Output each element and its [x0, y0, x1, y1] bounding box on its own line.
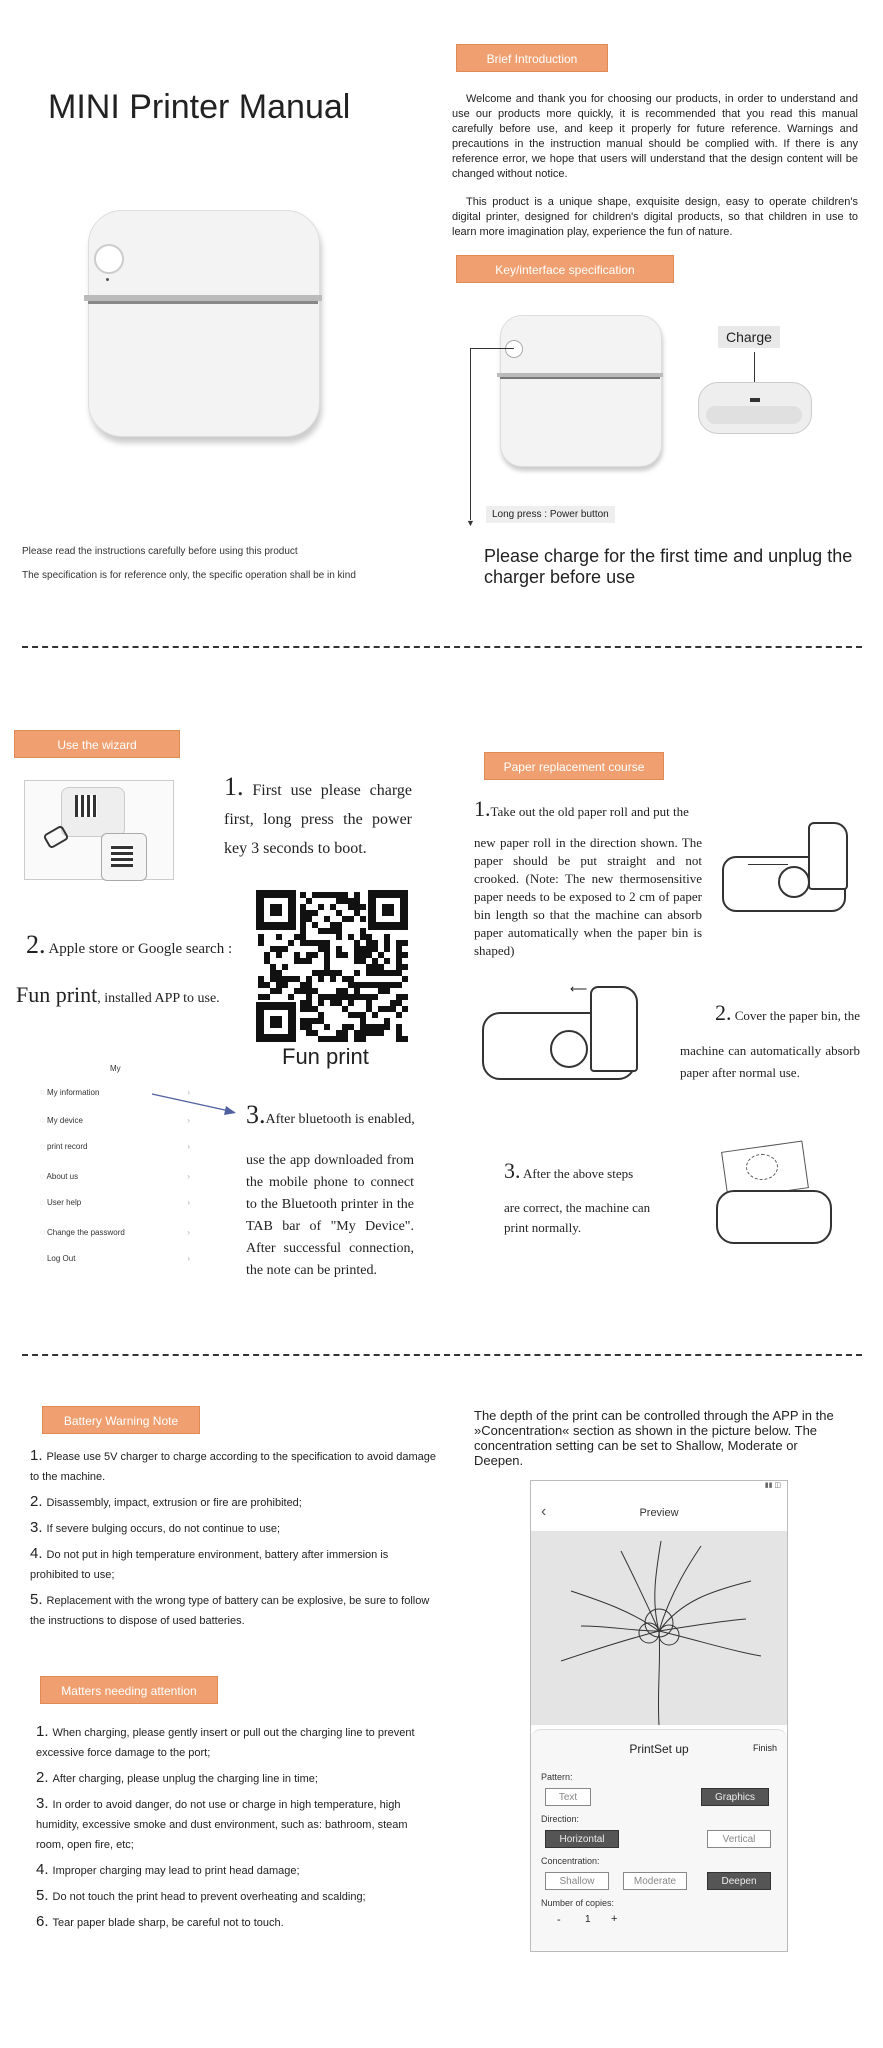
app-menu-item[interactable] — [40, 1228, 190, 1237]
paper-step-1-text: new paper roll in the direction shown. The paper should be put straight and not crooked. (Note: The new thermosensitive paper needs to be exposed to 2 cm of paper bin length so that the machine can absorb paper automatically when the paper bin is shaped) — [474, 835, 702, 958]
power-button-label: Long press : Power button — [486, 506, 615, 523]
step-3-number: 3. — [246, 1100, 266, 1129]
chevron-right-icon: › — [187, 1172, 190, 1181]
menu-item-label: Change the password — [46, 1228, 125, 1237]
menu-item-icon: ◌ — [40, 1228, 47, 1237]
attention-item-number: 5. — [36, 1887, 49, 1904]
direction-horizontal-button[interactable]: Horizontal — [545, 1830, 619, 1848]
wizard-step-2 — [26, 930, 246, 960]
menu-item-icon: ◌ — [40, 1088, 47, 1097]
qr-code — [256, 890, 408, 1042]
battery-warning-item-number: 2. — [30, 1493, 43, 1510]
wizard-step-2-app — [16, 982, 256, 1008]
pattern-label: Pattern: — [541, 1772, 573, 1782]
app-menu-title: My — [110, 1064, 121, 1073]
paper-step-2-head-text: Cover the paper bin, the — [734, 1008, 860, 1023]
step-2-tail: , installed APP to use. — [97, 991, 220, 1006]
paper-open-illustration — [718, 820, 878, 915]
menu-item-label: My information — [46, 1088, 100, 1097]
back-icon[interactable]: ‹ — [541, 1503, 547, 1520]
copies-minus-button[interactable]: - — [557, 1914, 561, 1926]
badge-matters-attention: Matters needing attention — [40, 1676, 218, 1704]
flower-drawing — [531, 1531, 787, 1725]
battery-warning-item-text: Disassembly, impact, extrusion or fire are prohibited; — [46, 1497, 302, 1509]
finish-button[interactable]: Finish — [752, 1743, 777, 1753]
battery-warning-item — [30, 1518, 438, 1539]
attention-item-number: 2. — [36, 1769, 49, 1786]
preview-image — [531, 1531, 787, 1725]
paper-step-1-number: 1. — [474, 796, 491, 821]
badge-battery-warning: Battery Warning Note — [42, 1406, 200, 1434]
wizard-step-3-text: use the app downloaded from the mobile phone to connect to the Bluetooth printer in the TAB bar of "My Device". After successful connection, the note can be printed. — [246, 1153, 414, 1278]
paper-step-1-head — [474, 796, 714, 822]
concentration-deepen-button[interactable]: Deepen — [707, 1872, 771, 1890]
attention-item-number: 6. — [36, 1913, 49, 1930]
attention-item-text: Tear paper blade sharp, be careful not to touch. — [52, 1917, 284, 1929]
app-menu-item[interactable] — [40, 1142, 190, 1151]
chevron-right-icon: › — [187, 1088, 190, 1097]
battery-warning-item — [30, 1544, 438, 1585]
attention-item-text: Improper charging may lead to print head damage; — [52, 1865, 300, 1877]
power-pointer-line — [470, 348, 514, 349]
wizard-illustration — [24, 780, 174, 880]
intro-paragraph-1: Welcome and thank you for choosing our products, in order to understand and use our products more quickly, it is recommended that you read this manual carefully before use, and keep it properly for future reference. Warnings and precautions in the instruction manual should be complied with. If there is any reference error, we hope that users will understand that the design content will be changed without notice. — [452, 93, 858, 180]
battery-warning-item-number: 5. — [30, 1591, 43, 1608]
paper-step-2-number: 2. — [714, 1000, 732, 1025]
paper-step-3-head-text: After the above steps — [523, 1166, 634, 1181]
printer-front-illustration — [500, 315, 662, 470]
step-1-number: 1. — [224, 772, 244, 801]
attention-item-number: 3. — [36, 1795, 49, 1812]
preview-title: Preview — [639, 1507, 679, 1519]
chevron-right-icon: › — [187, 1228, 190, 1237]
attention-item — [36, 1886, 424, 1907]
chevron-right-icon: › — [187, 1142, 190, 1151]
arrow-down-icon: ▼ — [466, 518, 475, 528]
divider-2 — [22, 1354, 862, 1356]
copies-value: 1 — [585, 1914, 591, 1925]
step-1-text: First use please charge first, long press the power key 3 seconds to boot. — [224, 782, 412, 857]
badge-brief-introduction: Brief Introduction — [456, 44, 608, 72]
attention-item — [36, 1768, 424, 1789]
pattern-text-button[interactable]: Text — [545, 1788, 591, 1806]
attention-item-text: After charging, please unplug the charging line in time; — [52, 1773, 318, 1785]
concentration-shallow-button[interactable]: Shallow — [545, 1872, 609, 1890]
paper-step-3-head — [504, 1158, 704, 1184]
attention-item-text: Do not touch the print head to prevent overheating and scalding; — [52, 1891, 366, 1903]
direction-label: Direction: — [541, 1814, 580, 1824]
printer-illustration — [88, 210, 318, 440]
attention-item — [36, 1794, 424, 1855]
attention-item-number: 4. — [36, 1861, 49, 1878]
app-menu-item[interactable] — [40, 1172, 190, 1181]
power-button-icon — [94, 244, 124, 274]
attention-list — [36, 1722, 424, 1938]
printer-printing-illustration — [710, 1146, 834, 1242]
copies-label: Number of copies: — [541, 1898, 615, 1908]
page-title: MINI Printer Manual — [48, 88, 351, 126]
badge-key-interface: Key/interface specification — [456, 255, 674, 283]
battery-warning-item-number: 4. — [30, 1545, 43, 1562]
battery-warning-item-number: 3. — [30, 1519, 43, 1536]
phone-screenshot — [530, 1480, 788, 1952]
battery-warning-item-text: Do not put in high temperature environment, battery after immersion is prohibited to use; — [30, 1549, 389, 1581]
pointer-arrow — [150, 1090, 240, 1120]
menu-item-label: About us — [46, 1172, 79, 1181]
battery-warning-item-text: Replacement with the wrong type of battery can be explosive, be sure to follow the instructions to dispose of used batteries. — [30, 1595, 430, 1627]
pattern-graphics-button[interactable]: Graphics — [701, 1788, 769, 1806]
concentration-description: The depth of the print can be controlled through the APP in the »Concentration« section as shown in the picture below. The concentration setting can be set to Shallow, Moderate or Deepen. — [474, 1408, 834, 1468]
wizard-step-1 — [224, 772, 412, 863]
divider-1 — [22, 646, 862, 648]
attention-item-text: In order to avoid danger, do not use or charge in high temperature, high humidity, excessive smoke and dust environment, such as: bathroom, steam room, open fire, etc; — [36, 1799, 408, 1851]
charge-label: Charge — [718, 326, 780, 348]
menu-item-label: print record — [46, 1142, 88, 1151]
menu-item-icon: ◌ — [40, 1198, 47, 1207]
menu-item-label: Log Out — [46, 1254, 76, 1263]
paper-step-3-number: 3. — [504, 1158, 521, 1183]
battery-warning-item-text: If severe bulging occurs, do not continue to use; — [46, 1523, 281, 1535]
battery-warning-item-number: 1. — [30, 1447, 43, 1464]
qr-caption: Fun print — [282, 1044, 369, 1069]
note-specification: The specification is for reference only, the specific operation shall be in kind — [22, 570, 356, 581]
step-2-text: Apple store or Google search : — [48, 941, 233, 957]
charge-first-note: Please charge for the first time and unplug the charger before use — [484, 546, 853, 587]
print-settings-sheet — [531, 1729, 787, 1952]
step-3-head: After bluetooth is enabled, — [265, 1112, 415, 1127]
battery-warning-item — [30, 1590, 438, 1631]
power-pointer-line-vertical — [470, 348, 471, 520]
paper-step-1-head-text: Take out the old paper roll and put the — [490, 804, 689, 819]
battery-warning-item — [30, 1446, 438, 1487]
battery-warning-list — [30, 1446, 438, 1636]
wizard-step-3-head — [246, 1100, 426, 1130]
paper-step-3-text: are correct, the machine can print normally. — [504, 1200, 651, 1235]
app-menu-item[interactable] — [40, 1254, 190, 1263]
chevron-right-icon: › — [187, 1254, 190, 1263]
concentration-label: Concentration: — [541, 1856, 600, 1866]
badge-paper-replacement: Paper replacement course — [484, 752, 664, 780]
battery-warning-item — [30, 1492, 438, 1513]
attention-item — [36, 1860, 424, 1881]
menu-item-icon: ◌ — [40, 1254, 47, 1263]
menu-item-icon: ◌ — [40, 1142, 47, 1151]
status-bar: ▮▮ ◫ — [764, 1482, 781, 1489]
step-2-number: 2. — [26, 930, 46, 959]
attention-item — [36, 1912, 424, 1933]
step-2-app-name: Fun print — [16, 982, 98, 1007]
concentration-moderate-button[interactable]: Moderate — [623, 1872, 687, 1890]
badge-use-wizard: Use the wizard — [14, 730, 180, 758]
menu-item-icon: ◌ — [40, 1116, 47, 1125]
copies-plus-button[interactable]: + — [611, 1913, 618, 1925]
menu-item-label: My device — [46, 1116, 83, 1125]
note-read-instructions: Please read the instructions carefully before using this product — [22, 546, 298, 557]
attention-item-number: 1. — [36, 1723, 49, 1740]
attention-item-text: When charging, please gently insert or pull out the charging line to prevent excessive force damage to the port; — [36, 1727, 415, 1759]
chevron-right-icon: › — [187, 1116, 190, 1125]
paper-step-2-text: machine can automatically absorb paper after normal use. — [680, 1043, 860, 1080]
sheet-title: PrintSet up — [629, 1742, 689, 1756]
paper-close-illustration: ⟵ — [478, 980, 658, 1090]
printer-back-illustration — [698, 382, 810, 432]
intro-paragraph-2: This product is a unique shape, exquisite design, easy to operate children's digital printer, designed for children's digital products, so that children in use to learn more imagination play, experience the fun of nature. — [452, 196, 858, 238]
menu-item-label: User help — [46, 1198, 82, 1207]
direction-vertical-button[interactable]: Vertical — [707, 1830, 771, 1848]
attention-item — [36, 1722, 424, 1763]
menu-item-icon: ◌ — [40, 1172, 47, 1181]
paper-step-2-head — [680, 1000, 860, 1026]
battery-warning-item-text: Please use 5V charger to charge according to the specification to avoid damage to the machine. — [30, 1451, 437, 1483]
app-menu-item[interactable] — [40, 1198, 190, 1207]
chevron-right-icon: › — [187, 1198, 190, 1207]
